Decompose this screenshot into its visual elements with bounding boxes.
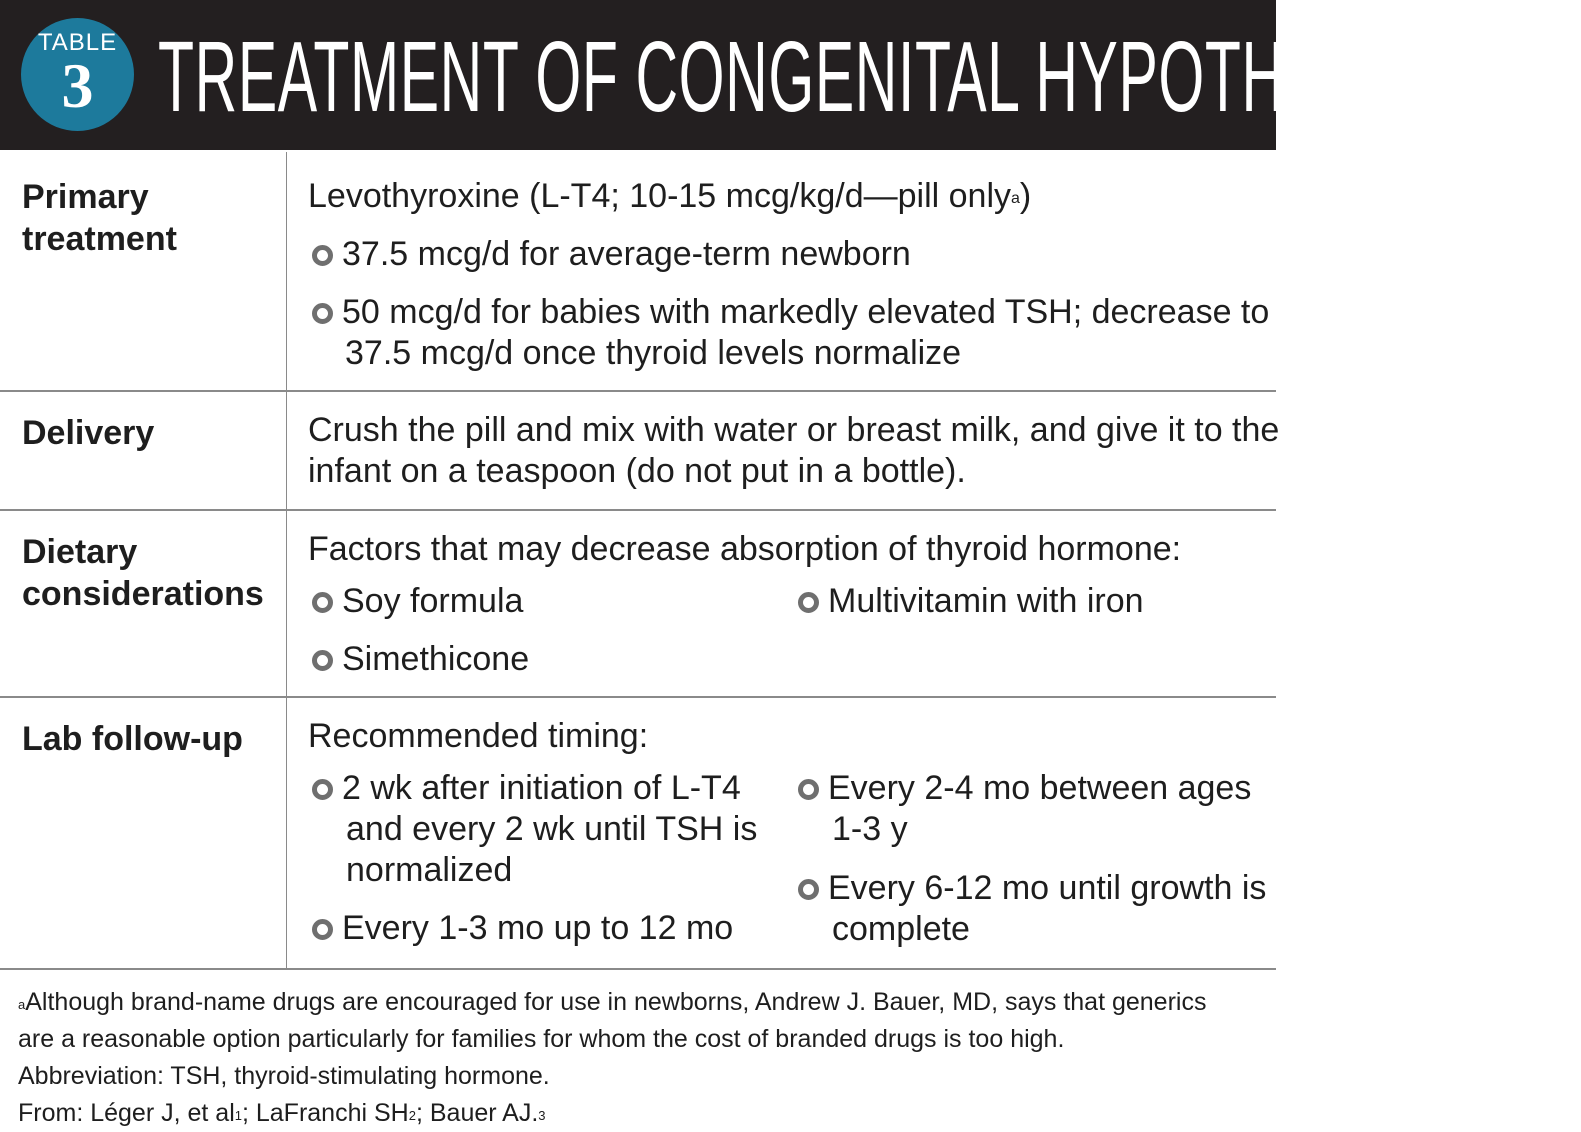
table-header [0,0,1581,150]
row-label-dietary-considerations: Dietary considerations [22,533,264,613]
row-delivery [0,392,1280,511]
badge-label: TABLE [37,29,118,56]
bullet-circle-icon [312,245,333,266]
row-lab-follow-up [0,698,1276,970]
footnote-a: $^a$Although brand-name drugs are encouraged for use in newborns, Andrew J. Bauer, MD, says that generics [18,988,1207,1016]
lab-intro: Recommended timing: [308,717,649,755]
row-label-delivery: Delivery [22,414,155,452]
badge-number: 3 [61,50,94,121]
column-divider [286,152,287,390]
row-content-dietary-considerations [308,529,1256,680]
list-item: Every 2-4 mo between ages 1-3 y [794,768,1251,850]
row-label-lab-follow-up: Lab follow-up [22,720,243,758]
footnote-marker: a [1011,190,1020,207]
bullet-circle-icon [312,779,333,800]
row-primary-treatment [0,152,1276,392]
abbreviation-note: Abbreviation: TSH, thyroid-stimulating hormone. [18,1062,550,1090]
row-content-lab-follow-up [308,716,1267,949]
primary-intro: Levothyroxine (L-T4; 10-15 mcg/kg/d—pill only$^a$) [308,177,1032,215]
treatment-table [0,152,1280,970]
list-item: Every 6-12 mo until growth is complete [794,868,1266,950]
list-item: Multivitamin with iron [794,581,1144,622]
list-item: 2 wk after initiation of L-T4 and every 2 wk until TSH is normalized [308,768,1256,891]
column-divider [286,698,287,968]
bullet-circle-icon [798,879,819,900]
row-label-primary-treatment: Primary treatment [22,178,177,258]
row-content-primary-treatment [308,176,1270,374]
list-item: Soy formula [308,581,1256,622]
list-item: 50 mcg/d for babies with markedly elevated TSH; decrease to 37.5 mcg/d once thyroid levels normalize [308,292,1256,374]
table-number-badge [21,18,134,131]
column-divider [286,511,287,696]
bullet-circle-icon [798,779,819,800]
bullet-circle-icon [312,919,333,940]
bullet-circle-icon [312,592,333,613]
table-footnotes [18,984,1268,1132]
bullet-circle-icon [798,592,819,613]
source-citation: From: Léger J, et $al^1$; LaFranchi $SH^2$; Bauer AJ.$^3$ [18,1099,546,1127]
bullet-circle-icon [312,303,333,324]
table-title: TREATMENT OF CONGENITAL HYPOTHYROIDISM [158,21,1581,133]
list-item: 37.5 mcg/d for average-term newborn [308,234,1256,275]
row-dietary-considerations [0,511,1276,698]
footnote-a-continued: are a reasonable option particularly for families for whom the cost of branded drugs is too high. [18,1025,1065,1053]
list-item: Simethicone [308,639,1256,680]
bullet-circle-icon [312,650,333,671]
list-item: Every 1-3 mo up to 12 mo [308,908,1256,949]
dietary-intro: Factors that may decrease absorption of thyroid hormone: [308,530,1182,568]
column-divider [286,392,287,509]
row-content-delivery: Crush the pill and mix with water or breast milk, and give it to the infant on a teaspoon (do not put in a bottle). [308,411,1280,490]
